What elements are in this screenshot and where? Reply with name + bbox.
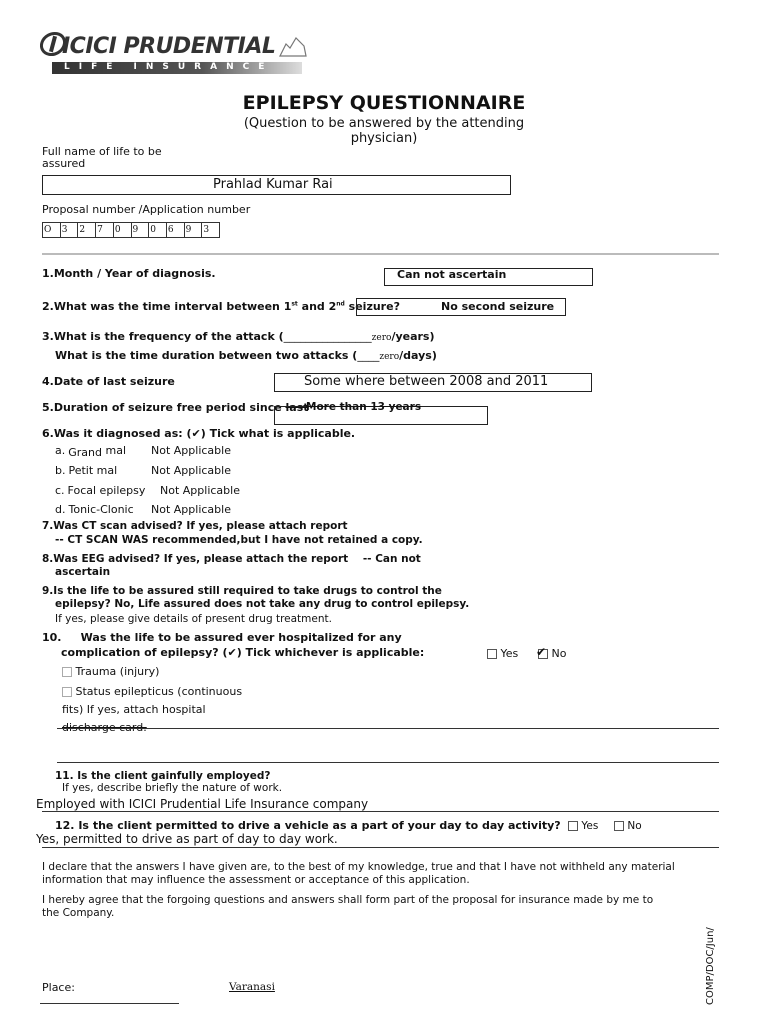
q3-frequency: 3.What is the frequency of the attack (________________zero/years) [42,330,435,343]
company-logo [40,28,310,78]
logo-brand: ICICI PRUDENTIAL [62,34,276,59]
q6-option-name2: mal [105,444,127,457]
declaration-1-line2: information that may influence the assessment or acceptance of this application. [42,874,470,886]
q5-label: 5.Duration of seizure free period since last [42,401,309,414]
proposal-digit-cell: 9 [185,223,203,237]
q12-yes-option[interactable]: Yes [568,820,598,832]
q11-sub: If yes, describe briefly the nature of work. [62,782,283,794]
q8-answer: ascertain [55,566,111,578]
status-checkbox[interactable] [62,687,72,697]
q11-label: 11. Is the client gainfully employed? [55,770,271,782]
q1-label: 1.Month / Year of diagnosis. [42,267,216,280]
q10-opt-status[interactable]: Status epilepticus (continuous [62,685,242,698]
proposal-digits [43,223,219,237]
declaration-1-line1: I declare that the answers I have given are, to the best of my knowledge, true and that I have not withheld any material [42,861,675,873]
proposal-digit-cell: O [43,223,61,237]
logo-tagline: LIFE INSURANCE [64,62,274,72]
q5-answer: More than 13 years [306,401,422,413]
q11-answer: Employed with ICICI Prudential Life Insurance company [36,797,369,811]
q12-no-option[interactable]: No [614,820,642,832]
q6-option-letter: d. [55,503,66,516]
q6-label: 6.Was it diagnosed as: (✔) Tick what is applicable. [42,427,356,440]
q10-opt-status-3: discharge card. [62,721,147,734]
q6-option-name: Tonic-Clonic [68,503,134,516]
declaration-2-line1: I hereby agree that the forgoing questions and answers shall form part of the proposal for insurance made by me to [42,894,654,906]
proposal-digit-cell: 9 [132,223,150,237]
q12-yes-checkbox[interactable] [568,821,578,831]
full-name-label-1: Full name of life to be [42,145,162,158]
q10-no-option[interactable]: ✔ No [536,645,567,660]
place-value: Varanasi [229,981,275,993]
full-name-label-2: assured [42,157,86,170]
q4-answer: Some where between 2008 and 2011 [304,374,549,389]
q5-answer-field[interactable] [274,401,488,425]
q6-option-row [55,484,240,497]
proposal-digit-cell: 0 [149,223,167,237]
q10-yes-option[interactable]: Yes [487,647,518,660]
logo-tagline-bar [52,62,302,74]
q10-line2: complication of epilepsy? (✔) Tick whichever is applicable: [61,646,425,659]
subtitle-line2: physician) [350,131,418,146]
q6-option-name: Focal epilepsy [67,484,146,497]
q6-option-row [55,464,231,477]
proposal-number-field[interactable] [42,222,220,238]
section-divider [42,253,719,255]
q6-option-value: Not Applicable [151,464,231,477]
q10-opt-status-2: fits) If yes, attach hospital [62,703,206,716]
q4-label: 4.Date of last seizure [42,375,175,388]
proposal-digit-cell: 2 [78,223,96,237]
proposal-digit-cell: 3 [203,225,210,235]
subtitle-line1: (Question to be answered by the attending [243,116,525,131]
q6-option-value: Not Applicable [151,503,231,516]
proposal-label: Proposal number /Application number [42,203,251,216]
trauma-checkbox[interactable] [62,667,72,677]
q6-option-name: Petit mal [68,464,118,477]
place-line [40,1003,179,1004]
q9-line2: epilepsy? No, Life assured does not take any drug to control epilepsy. [55,598,470,610]
q1-answer-field[interactable] [384,268,593,286]
q7-answer: -- CT SCAN WAS recommended,but I have not retained a copy. [55,534,423,546]
place-label: Place: [42,981,75,994]
q12-line [42,847,719,848]
q6-option-value: Not Applicable [151,444,231,457]
q12-no-checkbox[interactable] [614,821,624,831]
logo-rock-icon [278,34,308,58]
q9-line1: 9.Is the life to be assured still required to take drugs to control the [42,585,442,597]
q10-yes-checkbox[interactable] [487,649,497,659]
q9-line3: If yes, please give details of present drug treatment. [55,613,332,625]
q12-label: 12. Is the client permitted to drive a vehicle as a part of your day to day activity? [55,819,561,832]
full-name-field[interactable] [42,175,511,195]
q7-label: 7.Was CT scan advised? If yes, please attach report [42,520,348,532]
q6-option-letter: a. [55,444,66,457]
page-title: EPILEPSY QUESTIONNAIRE [242,92,526,114]
q10-line1: 10. Was the life to be assured ever hospitalized for any [42,631,402,644]
q11-line [42,811,719,812]
q1-answer: Can not ascertain [397,268,507,281]
q6-option-letter: c. [55,484,65,497]
q6-option-row [55,444,231,459]
declaration-2-line2: the Company. [42,907,115,919]
q6-option-value: Not Applicable [160,484,240,497]
q10-no-checkbox[interactable] [536,645,548,659]
q3-duration: What is the time duration between two attacks (____zero/days) [55,349,437,362]
q10-line-a [57,728,719,729]
q8-label: 8.Was EEG advised? If yes, please attach the report -- Can not [42,553,421,565]
proposal-digit-cell: 6 [167,223,185,237]
check-icon: ✔ [536,645,547,659]
q6-option-row [55,503,231,516]
q6-option-name: Grand [68,446,102,459]
full-name-value: Prahlad Kumar Rai [213,177,333,192]
proposal-digit-cell: 3 [61,223,79,237]
q2-answer: No second seizure [441,300,555,313]
q12-answer: Yes, permitted to drive as part of day to day work. [36,832,338,846]
q6-option-letter: b. [55,464,66,477]
q2-answer-field[interactable] [356,298,566,316]
q10-line-b [57,762,719,763]
q4-answer-field[interactable] [274,373,592,392]
proposal-digit-cell: 0 [114,223,132,237]
q2-label: 2.What was the time interval between 1st and 2nd seizure? [42,300,400,313]
proposal-digit-cell: 7 [96,223,114,237]
side-document-code: COMP/DOC/Jun/ [705,927,716,1005]
q10-opt-trauma[interactable]: Trauma (injury) [62,665,159,678]
